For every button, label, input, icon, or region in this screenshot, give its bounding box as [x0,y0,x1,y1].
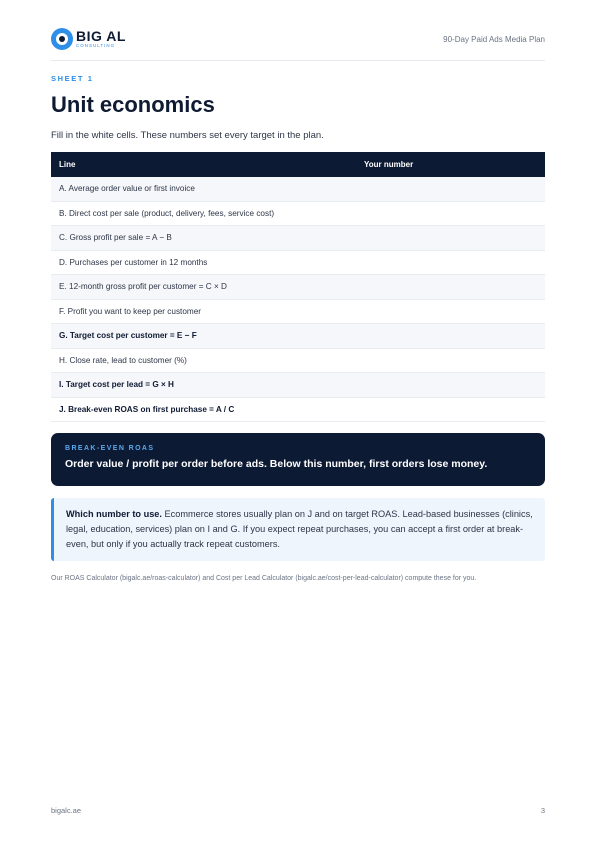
input-cell[interactable] [356,300,545,324]
input-cell[interactable] [356,373,545,397]
input-cell[interactable] [356,275,545,299]
callout-text: Order value / profit per order before ads. Below this number, first orders lose money. [65,458,488,470]
table-row [51,398,545,423]
column-header-your-number: Your number [364,160,414,169]
footnote: Our ROAS Calculator (bigalc.ae/roas-calculator) and Cost per Lead Calculator (bigalc.ae/cost-per-lead-calculator) compute these for you. [51,575,477,582]
table-row [51,324,545,349]
note-body: Ecommerce stores usually plan on J and on target ROAS. Lead-based businesses (clinics, legal, education, services) plan on I and G. If you expect repeat purchases, you can accept a first order at break-even, but only if you actually track repeat customers. [66,509,533,550]
break-even-callout [51,433,545,486]
brand-logo [51,27,126,51]
input-cell[interactable] [356,324,545,348]
row-label: C. Gross profit per sale = A − B [59,233,172,243]
note-lead: Which number to use. [66,509,162,519]
input-cell[interactable] [356,177,545,201]
table-row [51,251,545,276]
table-row [51,202,545,227]
column-header-line: Line [59,160,76,169]
sheet-label: SHEET 1 [51,74,94,83]
input-cell[interactable] [356,349,545,373]
callout-label: BREAK-EVEN ROAS [65,445,155,452]
input-cell[interactable] [356,226,545,250]
logo-subtext: CONSULTING [76,43,116,49]
footer-site: bigalc.ae [51,806,82,815]
table-header [51,152,545,177]
page-number: 3 [540,806,545,815]
row-label: J. Break-even ROAS on first purchase = A / C [59,404,235,414]
unit-economics-table [51,152,545,422]
row-label: I. Target cost per lead = G × H [59,380,174,390]
row-label: D. Purchases per customer in 12 months [59,257,208,267]
row-label: G. Target cost per customer = E − F [59,331,197,341]
document-title: 90-Day Paid Ads Media Plan [443,35,545,44]
logo-text: BIG AL [76,28,126,45]
guidance-note [51,498,545,561]
row-label: F. Profit you want to keep per customer [59,306,201,316]
logo-icon [51,28,73,50]
input-cell[interactable] [356,398,545,422]
row-label: H. Close rate, lead to customer (%) [59,355,187,365]
row-label: E. 12-month gross profit per customer = C × D [59,282,227,292]
intro-text: Fill in the white cells. These numbers set every target in the plan. [51,130,324,141]
table-row [51,177,545,202]
input-cell[interactable] [356,202,545,226]
table-row [51,275,545,300]
table-row [51,226,545,251]
table-row [51,349,545,374]
page-header [51,27,545,61]
table-row [51,300,545,325]
table-row [51,373,545,398]
input-cell[interactable] [356,251,545,275]
row-label: A. Average order value or first invoice [59,184,195,194]
page-title: Unit economics [51,92,215,117]
row-label: B. Direct cost per sale (product, delivery, fees, service cost) [59,208,275,218]
